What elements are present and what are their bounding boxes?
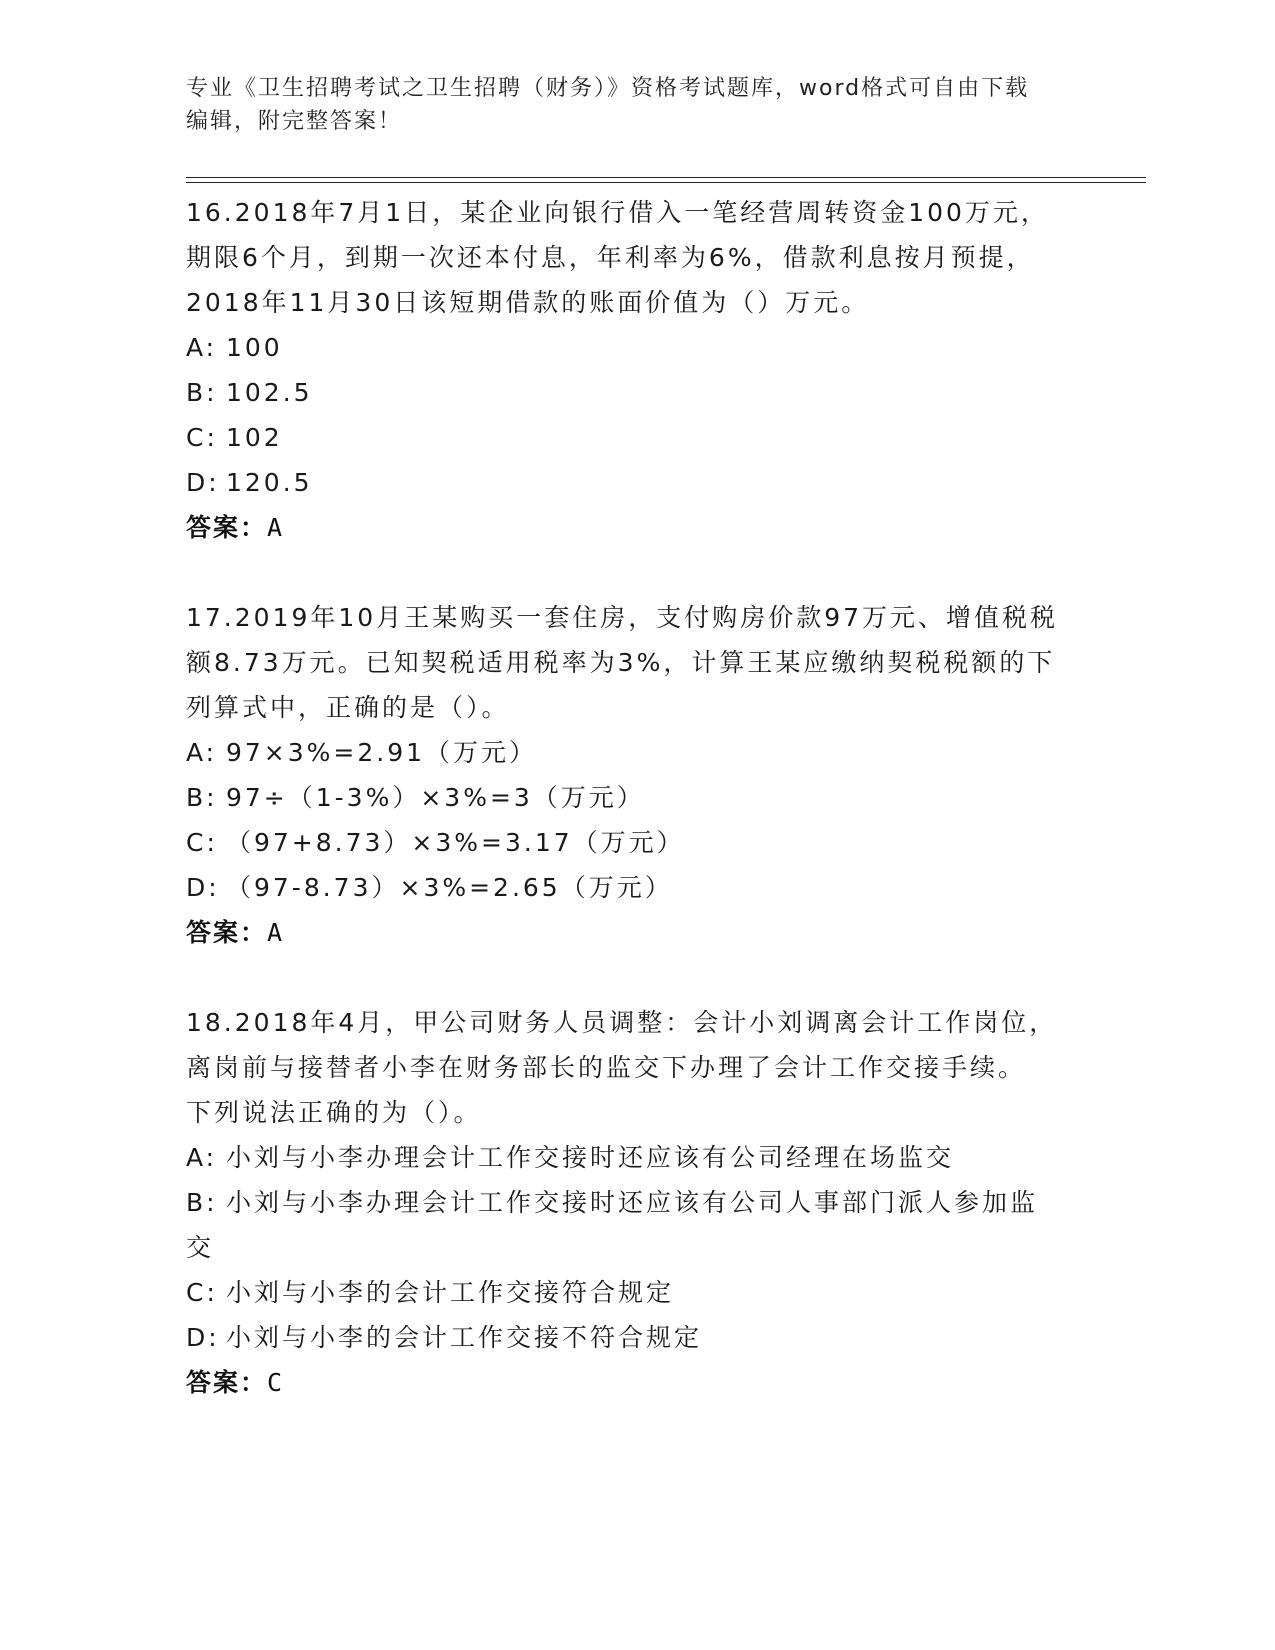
answer-label: 答案： [186,918,268,947]
option-text: 120.5 [226,468,313,497]
option-text: 小刘与小李办理会计工作交接时还应该有公司人事部门派人参加监 [226,1188,1039,1217]
option-a [186,730,1086,775]
option-text: 102 [226,423,283,452]
option-letter: C: [186,423,218,452]
option-letter: B: [186,1188,218,1217]
header-line-1: 专业《卫生招聘考试之卫生招聘（财务）》资格考试题库，word格式可自由下载 [186,76,1030,101]
option-d [186,1315,1086,1360]
option-c [186,1270,1086,1315]
option-letter: D: [186,873,220,902]
answer-label: 答案： [186,1368,268,1397]
question-stem-line: 离岗前与接替者小李在财务部长的监交下办理了会计工作交接手续。 [186,1053,1027,1082]
option-a [186,1135,1086,1180]
document-header [186,72,1066,138]
option-d [186,865,1086,910]
option-letter: D: [186,1323,220,1352]
option-text: 97÷（1-3%）×3%=3（万元） [226,783,645,812]
question-spacer [186,550,1086,595]
question-stem-line: 列算式中，正确的是（）。 [186,693,510,722]
option-b [186,370,1086,415]
question-stem-line: 2018年11月30日该短期借款的账面价值为（）万元。 [186,288,870,317]
option-text: （97-8.73）×3%=2.65（万元） [226,873,673,902]
question-stem-line: 18.2018年4月，甲公司财务人员调整：会计小刘调离会计工作岗位， [186,1008,1058,1037]
option-letter: A: [186,738,218,767]
option-text: （97+8.73）×3%=3.17（万元） [226,828,685,857]
question-17 [186,595,1086,955]
answer-label: 答案： [186,513,268,542]
option-b [186,775,1086,820]
option-letter: C: [186,1278,218,1307]
option-letter: D: [186,468,220,497]
option-b-continuation: 交 [186,1233,215,1262]
option-letter: B: [186,783,218,812]
option-text: 小刘与小李办理会计工作交接时还应该有公司经理在场监交 [226,1143,955,1172]
option-letter: B: [186,378,218,407]
option-b [186,1180,1086,1225]
question-stem-line: 17.2019年10月王某购买一套住房，支付购房价款97万元、增值税税 [186,603,1059,632]
question-stem-line: 期限6个月，到期一次还本付息，年利率为6%，借款利息按月预提， [186,243,1035,272]
answer-value: A [267,918,285,947]
option-letter: A: [186,333,218,362]
question-stem-line: 额8.73万元。已知契税适用税率为3%，计算王某应缴纳契税税额的下 [186,648,1056,677]
option-text: 小刘与小李的会计工作交接不符合规定 [226,1323,703,1352]
option-letter: A: [186,1143,218,1172]
question-16 [186,190,1086,550]
header-rule-top [186,177,1146,178]
answer-line [186,1360,1086,1405]
question-stem-line: 下列说法正确的为（）。 [186,1098,482,1127]
option-c [186,415,1086,460]
question-list [186,190,1086,1405]
option-c [186,820,1086,865]
option-text: 97×3%=2.91（万元） [226,738,538,767]
answer-line [186,505,1086,550]
option-a [186,325,1086,370]
option-text: 102.5 [226,378,313,407]
header-rule-bottom [186,182,1146,183]
option-d [186,460,1086,505]
option-text: 100 [226,333,283,362]
answer-line [186,910,1086,955]
answer-value: C [267,1368,285,1397]
header-line-2: 编辑，附完整答案！ [186,109,403,134]
question-spacer [186,955,1086,1000]
option-text: 小刘与小李的会计工作交接符合规定 [226,1278,675,1307]
question-18 [186,1000,1086,1405]
option-letter: C: [186,828,218,857]
answer-value: A [267,513,285,542]
question-stem-line: 16.2018年7月1日，某企业向银行借入一笔经营周转资金100万元， [186,198,1049,227]
